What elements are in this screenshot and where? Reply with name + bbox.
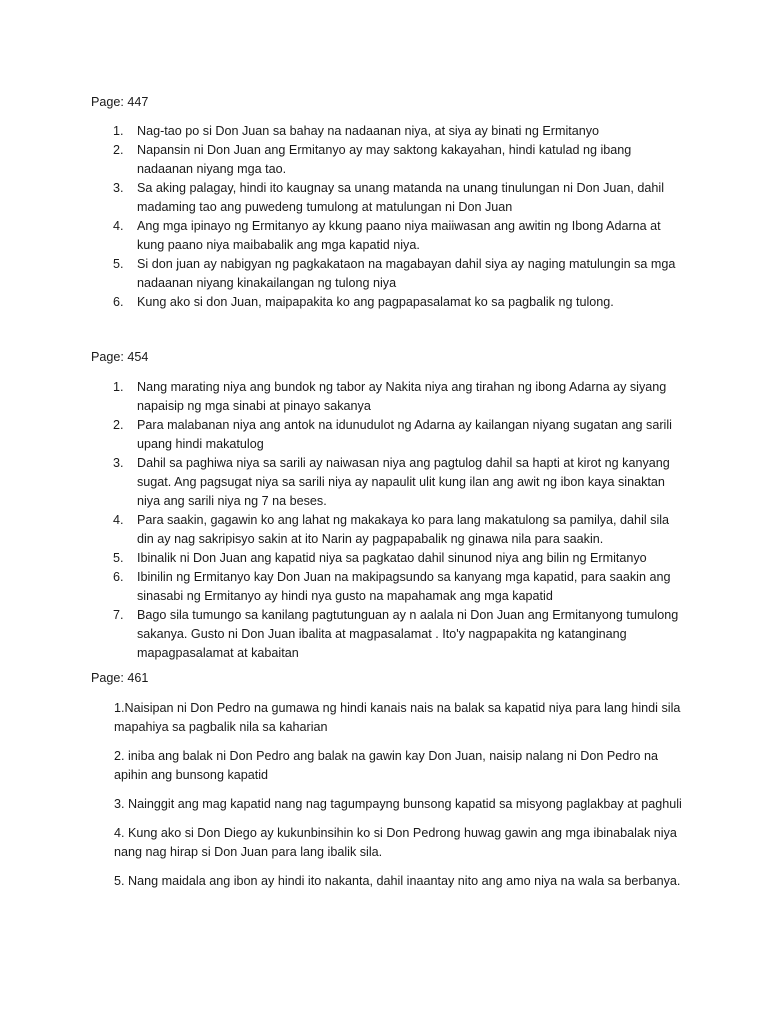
list-item xyxy=(91,568,681,606)
list-item xyxy=(91,141,681,179)
item-number: 4. xyxy=(113,219,124,233)
item-text: Nag-tao po si Don Juan sa bahay na nadaanan niya, at siya ay binati ng Ermitanyo xyxy=(137,124,600,138)
item-number: 5. xyxy=(113,257,124,271)
item-number: 2. xyxy=(113,418,124,432)
answer-paragraph: 1.Naisipan ni Don Pedro na gumawa ng hindi kanais nais na balak sa kapatid niya para lang hindi sila mapahiya sa pagbalik nila sa kaharian xyxy=(114,701,681,734)
item-text: Dahil sa paghiwa niya sa sarili ay naiwasan niya ang pagtulog dahil sa hapti at kirot ng kanyang sugat. Ang pagsugat niya sa sarili niya ay napaulit ulit kung ilan ang awit ng ibon kaya sinaktan niya ang sarili niya ng 7 na beses. xyxy=(137,456,670,508)
list-item xyxy=(91,255,681,293)
section-heading-461: Page: 461 xyxy=(91,671,149,685)
section-heading-447: Page: 447 xyxy=(91,95,149,109)
list-item xyxy=(91,416,681,454)
item-number: 6. xyxy=(113,295,124,309)
item-number: 1. xyxy=(113,124,124,138)
list-item xyxy=(91,122,681,141)
item-text: Napansin ni Don Juan ang Ermitanyo ay may saktong kakayahan, hindi katulad ng ibang nadaanan niyang mga tao. xyxy=(137,143,632,176)
list-item xyxy=(91,179,681,217)
item-text: Ibinalik ni Don Juan ang kapatid niya sa pagkatao dahil sinunod niya ang bilin ng Ermitanyo xyxy=(137,551,647,565)
item-number: 7. xyxy=(113,608,124,622)
list-item xyxy=(91,378,681,416)
list-item xyxy=(91,217,681,255)
item-text: Nang marating niya ang bundok ng tabor ay Nakita niya ang tirahan ng ibong Adarna ay siyang napaisip ng mga sinabi at pinayo sakanya xyxy=(137,380,667,413)
answer-paragraphs-461 xyxy=(114,699,684,901)
item-text: Para saakin, gagawin ko ang lahat ng makakaya ko para lang makatulong sa pamilya, dahil sila din ay nag sakripisyo sakin at ito Narin ay pagpapabalik ng ginawa nila para saakin. xyxy=(137,513,670,546)
item-text: Ang mga ipinayo ng Ermitanyo ay kkung paano niya maiiwasan ang awitin ng Ibong Adarna at kung paano niya maibabalik ang mga kapatid niya. xyxy=(137,219,661,252)
list-item xyxy=(91,549,681,568)
item-text: Para malabanan niya ang antok na idunudulot ng Adarna ay kailangan niyang sugatan ang sarili upang hindi makatulog xyxy=(137,418,672,451)
answer-paragraph: 3. Nainggit ang mag kapatid nang nag tagumpayng bunsong kapatid sa misyong paglakbay at paghuli xyxy=(114,797,682,811)
item-text: Bago sila tumungo sa kanilang pagtutunguan ay n aalala ni Don Juan ang Ermitanyong tumulong sakanya. Gusto ni Don Juan ibalita at magpasalamat . Ito'y nagpapakita ng katanginang mapagpasalamat at kabaitan xyxy=(137,608,679,660)
answer-paragraph: 4. Kung ako si Don Diego ay kukunbinsihin ko si Don Pedrong huwag gawin ang mga ibinabalak niya nang nag hirap si Don Juan para lang ibalik sila. xyxy=(114,826,677,859)
item-number: 6. xyxy=(113,570,124,584)
item-number: 3. xyxy=(113,456,124,470)
list-item xyxy=(91,454,681,511)
answer-paragraph: 2. iniba ang balak ni Don Pedro ang balak na gawin kay Don Juan, naisip nalang ni Don Pedro na apihin ang bunsong kapatid xyxy=(114,749,659,782)
item-number: 4. xyxy=(113,513,124,527)
list-item xyxy=(91,511,681,549)
answer-list-447 xyxy=(91,122,681,312)
list-item xyxy=(91,293,681,312)
item-text: Si don juan ay nabigyan ng pagkakataon na magabayan dahil siya ay naging matulungin sa mga nadaanan niyang kinakailangan ng tulong niya xyxy=(137,257,676,290)
item-number: 1. xyxy=(113,380,124,394)
answer-list-454 xyxy=(91,378,681,663)
list-item xyxy=(91,606,681,663)
item-number: 3. xyxy=(113,181,124,195)
section-heading-454: Page: 454 xyxy=(91,350,149,364)
item-number: 5. xyxy=(113,551,124,565)
item-text: Kung ako si don Juan, maipapakita ko ang pagpapasalamat ko sa pagbalik ng tulong. xyxy=(137,295,614,309)
item-text: Sa aking palagay, hindi ito kaugnay sa unang matanda na unang tinulungan ni Don Juan, dahil madaming tao ang puwedeng tumulong at matulungan ni Don Juan xyxy=(137,181,664,214)
item-number: 2. xyxy=(113,143,124,157)
item-text: Ibinilin ng Ermitanyo kay Don Juan na makipagsundo sa kanyang mga kapatid, para saakin ang sinasabi ng Ermitanyo ay hindi nya gusto na mapahamak ang mga kapatid xyxy=(137,570,671,603)
answer-paragraph: 5. Nang maidala ang ibon ay hindi ito nakanta, dahil inaantay nito ang amo niya na wala sa berbanya. xyxy=(114,874,681,888)
